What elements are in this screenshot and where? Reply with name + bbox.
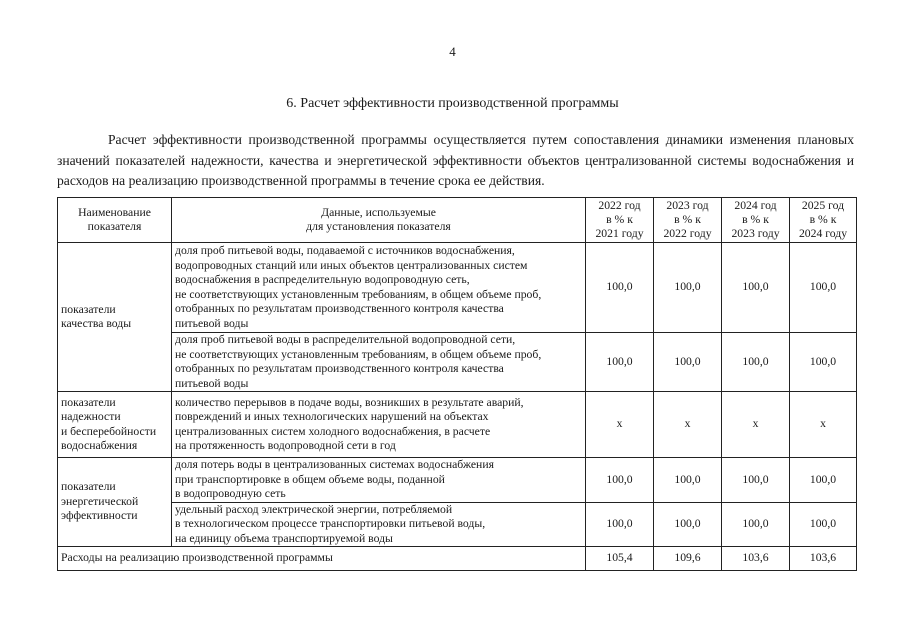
table-row (58, 243, 857, 333)
row-description: доля проб питьевой воды в распределительной водопроводной сети, не соответствующих установленным требованиям, в общем объеме проб, отобранных по результатам производственного контроля качества питьевой воды (172, 333, 586, 392)
value-cell: 100,0 (790, 458, 857, 503)
header-data-used: Данные, используемые для установления показателя (172, 198, 586, 243)
header-year-2024: 2024 год в % к 2023 году (722, 198, 790, 243)
value-cell: 100,0 (722, 502, 790, 547)
row-description: доля проб питьевой воды, подаваемой с источников водоснабжения, водопроводных станций или иных объектов централизованных систем водоснабжения в распределительную водопроводную сеть, не соответствующих установленным требованиям, в общем объеме проб, отобранных по результатам производственного контроля качества питьевой воды (172, 243, 586, 333)
value-cell: 100,0 (722, 458, 790, 503)
value-cell: 100,0 (790, 333, 857, 392)
value-cell: х (654, 392, 722, 458)
group-reliability: показатели надежности и бесперебойности водоснабжения (58, 392, 172, 458)
value-cell: 100,0 (586, 243, 654, 333)
value-cell: 100,0 (722, 243, 790, 333)
table-row (58, 458, 857, 503)
group-water-quality: показатели качества воды (58, 243, 172, 392)
intro-paragraph: Расчет эффективности производственной программы осуществляется путем сопоставления динамики изменения плановых значений показателей надежности, качества и энергетической эффективности объектов централизованной системы водоснабжения и расходов на реализацию производственной программы в течение срока ее действия. (57, 132, 854, 188)
value-cell: 100,0 (654, 333, 722, 392)
value-cell: 100,0 (586, 333, 654, 392)
value-cell: 100,0 (586, 502, 654, 547)
page-number: 4 (449, 44, 456, 59)
table-row (58, 502, 857, 547)
value-cell: х (790, 392, 857, 458)
value-cell: 100,0 (654, 243, 722, 333)
value-cell: 100,0 (790, 502, 857, 547)
row-description: удельный расход электрической энергии, потребляемой в технологическом процессе транспортировки питьевой воды, на единицу объема транспортируемой воды (172, 502, 586, 547)
row-description: количество перерывов в подаче воды, возникших в результате аварий, повреждений и иных технологических нарушений на объектах централизованных систем холодного водоснабжения, в расчете на протяженность водопроводной сети в год (172, 392, 586, 458)
value-cell: 100,0 (722, 333, 790, 392)
group-energy-efficiency: показатели энергетической эффективности (58, 458, 172, 547)
header-year-2022: 2022 год в % к 2021 году (586, 198, 654, 243)
efficiency-table (57, 197, 857, 571)
total-value: 109,6 (654, 547, 722, 571)
total-row (58, 547, 857, 571)
table-header-row (58, 198, 857, 243)
header-year-2025: 2025 год в % к 2024 году (790, 198, 857, 243)
total-value: 103,6 (722, 547, 790, 571)
table-row (58, 392, 857, 458)
value-cell: 100,0 (654, 502, 722, 547)
value-cell: 100,0 (586, 458, 654, 503)
total-label: Расходы на реализацию производственной программы (58, 547, 586, 571)
header-year-2023: 2023 год в % к 2022 году (654, 198, 722, 243)
section-title: 6. Расчет эффективности производственной программы (286, 96, 619, 111)
value-cell: х (722, 392, 790, 458)
row-description: доля потерь воды в централизованных системах водоснабжения при транспортировке в общем объеме воды, поданной в водопроводную сеть (172, 458, 586, 503)
value-cell: 100,0 (654, 458, 722, 503)
total-value: 105,4 (586, 547, 654, 571)
value-cell: 100,0 (790, 243, 857, 333)
header-indicator-name: Наименование показателя (58, 198, 172, 243)
table-row (58, 333, 857, 392)
total-value: 103,6 (790, 547, 857, 571)
value-cell: х (586, 392, 654, 458)
